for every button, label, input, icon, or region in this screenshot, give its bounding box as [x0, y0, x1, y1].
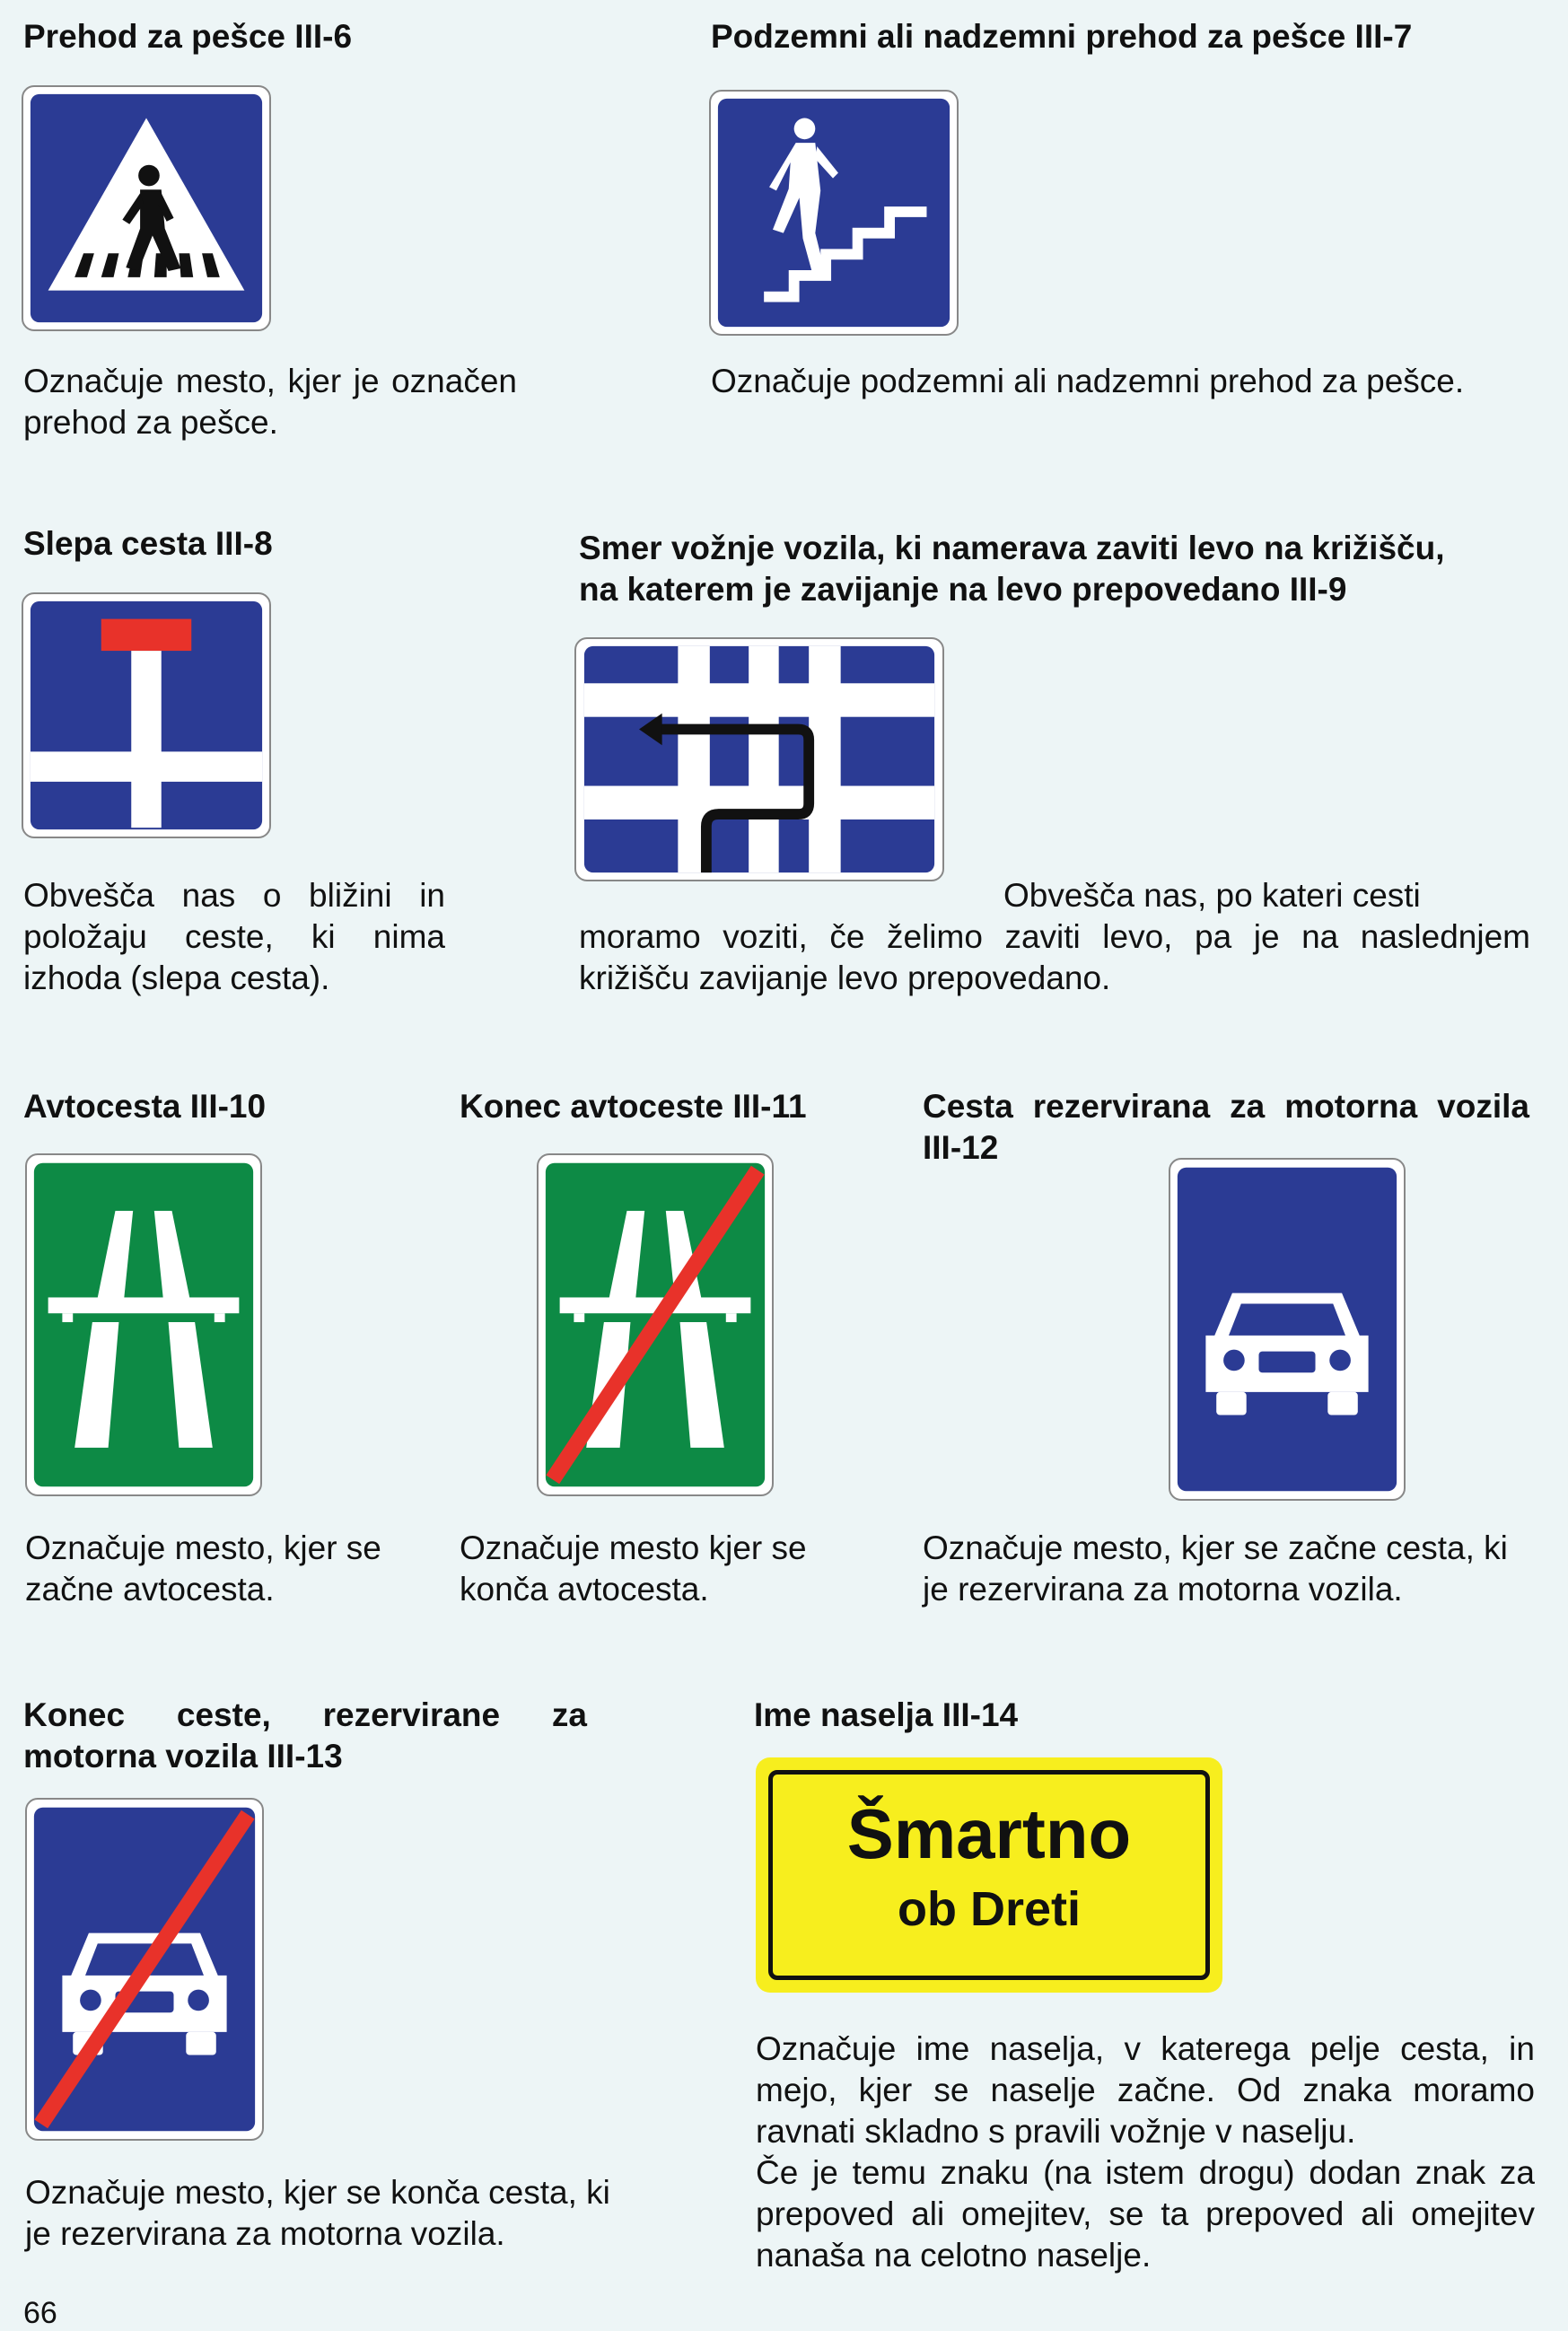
left-turn-route-icon	[574, 637, 944, 881]
desc-iii-14: Označuje ime naselja, v katerega pelje cesta, in mejo, kjer se naselje začne. Od znaka moramo ravnati skladno s pravili vožnje v naselju.	[756, 2030, 1535, 2150]
title-iii-9-line2: na katerem je zavijanje na levo prepovedano III-9	[579, 571, 1347, 608]
title-iii-6: Prehod za pešce III-6	[23, 18, 353, 55]
desc-iii-11: Označuje mesto kjer se konča avtocesta.	[460, 1529, 807, 1608]
pedestrian-stairs-icon	[709, 90, 959, 336]
title-iii-12: Cesta rezervirana za motorna vozila III-12	[923, 1088, 1529, 1166]
desc-iii-14-extra: Če je temu znaku (na istem drogu) dodan znak za prepoved ali omejitev, se ta prepoved ali omejitev nanaša na celotno naselje.	[756, 2154, 1535, 2274]
desc-iii-10: Označuje mesto, kjer se začne avtocesta.	[25, 1529, 381, 1608]
desc-iii-8: Obvešča nas o bližini in položaju ceste, ki nima izhoda (slepa cesta).	[23, 877, 445, 996]
desc-iii-9-rest: moramo voziti, če želimo zaviti levo, pa je na naslednjem križišču zavijanje levo prepovedano.	[579, 918, 1530, 996]
desc-iii-6: Označuje mesto, kjer je označen prehod za pešce.	[23, 363, 517, 441]
title-iii-8: Slepa cesta III-8	[23, 525, 273, 562]
desc-iii-12: Označuje mesto, kjer se začne cesta, ki je rezervirana za motorna vozila.	[923, 1529, 1508, 1608]
title-iii-10: Avtocesta III-10	[23, 1088, 267, 1125]
car-end-icon	[25, 1798, 264, 2141]
sign-name-line1: Šmartno	[846, 1794, 1132, 1873]
car-icon	[1169, 1158, 1406, 1501]
title-iii-7: Podzemni ali nadzemni prehod za pešce III-7	[711, 18, 1413, 55]
motorway-end-icon	[537, 1153, 774, 1496]
motorway-icon	[25, 1153, 262, 1496]
dead-end-icon	[22, 592, 271, 838]
sign-name-line2: ob Dreti	[897, 1882, 1081, 1936]
settlement-name-sign	[756, 1757, 1222, 1993]
title-iii-9-line1: Smer vožnje vozila, ki namerava zaviti levo na križišču,	[579, 530, 1445, 566]
desc-iii-9-line1: Obvešča nas, po kateri cesti	[1003, 877, 1421, 914]
title-iii-13: Konec ceste, rezervirane za motorna vozila III-13	[23, 1696, 587, 1775]
desc-iii-7: Označuje podzemni ali nadzemni prehod za pešce.	[711, 363, 1465, 399]
title-iii-11: Konec avtoceste III-11	[460, 1088, 807, 1125]
title-iii-14: Ime naselja III-14	[754, 1696, 1019, 1733]
pedestrian-crossing-icon	[22, 85, 271, 331]
desc-iii-13: Označuje mesto, kjer se konča cesta, ki je rezervirana za motorna vozila.	[25, 2174, 610, 2252]
page-number: 66	[23, 2296, 57, 2330]
